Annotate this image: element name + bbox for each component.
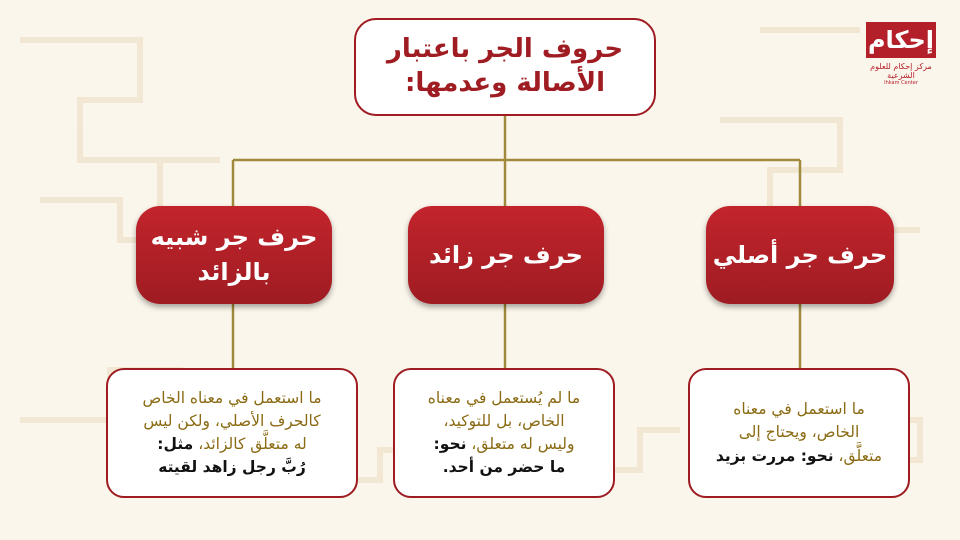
logo-subtext: Ihkam Center [884,80,918,86]
definition-text: متعلَّق، [838,446,883,465]
category-quasi-extra-preposition [136,206,332,304]
category-label: بالزائد [197,258,271,286]
definition-line [716,445,882,468]
category-extra-preposition [408,206,604,304]
definition-line [157,433,306,456]
logo-text: مركز إحكام للعلوم الشرعية [870,62,932,80]
category-label: حرف جر زائد [429,240,583,269]
definition-text: له متعلَّق كالزائد، [198,435,307,453]
definition-quasi-extra [106,368,358,498]
title-line-1: حروف الجر باعتبار [386,34,624,65]
definition-extra [393,368,615,498]
definition-line [434,433,575,456]
definition-line: ما استعمل في معناه الخاص [142,388,322,407]
definition-example-label: مثل: [157,435,194,453]
definition-example: نحو: مررت بزيد [715,446,834,465]
definition-line: الخاص، بل للتوكيد، [443,411,565,430]
definition-line: كالحرف الأصلي، ولكن ليس [143,411,321,430]
definition-example-label: نحو: [433,435,467,453]
category-label: حرف جر شبيه [150,223,318,252]
definition-line: الخاص، ويحتاج إلى [738,423,860,442]
category-label: حرف جر أصلي [712,240,888,269]
definition-line: ما استعمل في معناه [733,400,865,419]
definition-example: رُبَّ رجل زاهد لقيته [158,458,306,477]
ihkam-logo [862,22,940,96]
category-original-preposition [706,206,894,304]
logo-mark: إحكام [866,22,936,58]
definition-example: ما حضر من أحد. [442,458,566,477]
definition-original [688,368,910,498]
title-line-2: الأصالة وعدمها: [404,68,606,98]
definition-line: ما لم يُستعمل في معناه [427,388,581,407]
definition-text: وليس له متعلق، [471,435,575,453]
diagram-title [354,18,656,116]
